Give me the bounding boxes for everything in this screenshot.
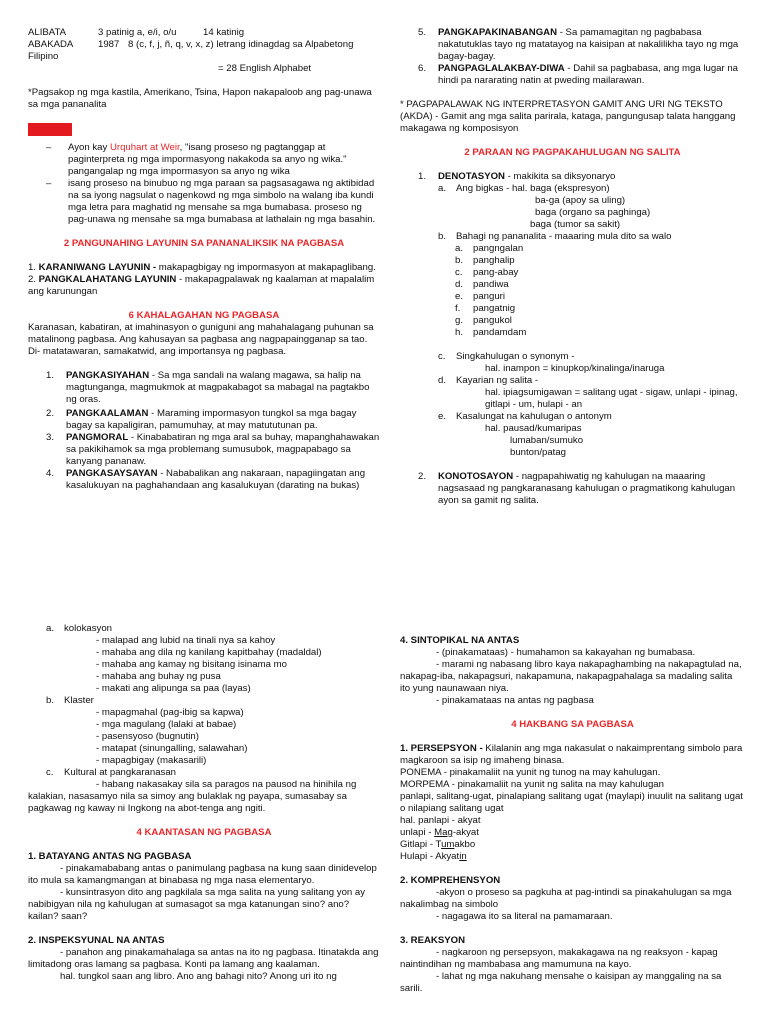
item-number: 5. (418, 27, 427, 38)
item-letter: c. (438, 351, 446, 362)
kahalagahan-intro: Karanasan, kabatiran, at imahinasyon o guniguni ang mahahalagang puhunan sa matalinong pagbasa. Ang kahusayan sa pagbasa ang nagpapaingganap sa tao. Di- matatawaran, samakatwid, ang importansya ng pagbasa. (28, 322, 374, 357)
klaster-example: - mga magulang (lalaki at babae) (96, 719, 237, 730)
gitlapi-affix: um (441, 839, 455, 850)
kasalungat-text: Kasalungat na kahulugan o antonym (456, 411, 612, 422)
item-letter: h. (455, 327, 464, 338)
abakada-label: ABAKADA (28, 39, 74, 50)
item-letter: b. (455, 255, 464, 266)
walo-item (455, 255, 745, 267)
panlapi-example: hal. panlapi - akyat (400, 815, 481, 826)
item-title: PANGKASIYAHAN (66, 370, 150, 381)
item-number: 2. (46, 408, 55, 419)
reaksyon-desc-1: - nagkaroon ng persepsyon, makakagawa na ng reaksyon - kapag naintindihan ng mambabasa ang mamumuna na kayo. (400, 947, 718, 970)
kayarian-item (438, 375, 745, 387)
item-letter: b. (46, 695, 55, 706)
urquhart-definition (46, 142, 380, 178)
layunin-2-title: PANGKALAHATANG LAYUNIN (38, 274, 177, 285)
bottom-right-column (400, 635, 745, 995)
kayarian-example-text: hal. ipiagsumigawan = salitang ugat - sigaw, unlapi - ipinag, gitlapi - um, hulapi - an (485, 387, 738, 410)
batayang-desc-2: - kunsintrasyon dito ang pagkilala sa mga salita na yung salitang yon ay nabibigyan nila ng kahulugan at sumasagot sa mga katanungan sino? ano? kailan? saan? (28, 887, 366, 922)
heading-kaantasan: 4 KAANTASAN NG PAGBASA (136, 827, 272, 838)
walo-text: pandamdam (473, 327, 527, 338)
alibata-consonants: 14 katinig (203, 27, 245, 38)
kahalagahan-item (46, 408, 380, 432)
bottom-left-column (28, 623, 380, 983)
denotasyon-item (418, 171, 745, 183)
hulapi-example (400, 851, 745, 863)
item-title: PANGKAPAKINABANGAN (438, 27, 558, 38)
hulapi-pre: Hulapi - Akyat (400, 851, 460, 862)
alibata-label: ALIBATA (28, 27, 67, 38)
item-letter: c. (46, 767, 54, 778)
bigkas-text: Ang bigkas - hal. baga (ekspresyon) (456, 183, 610, 194)
layunin-1-title: KARANIWANG LAYUNIN - (38, 262, 157, 273)
item-letter: c. (455, 267, 463, 278)
singkahulugan-text: Singkahulugan o synonym - (456, 351, 575, 362)
gitlapi-post: akbo (454, 839, 476, 850)
item-text: - Nababalikan ang nakaraan, napagiingatan ang kasalukuyan na paghahandaan ang kasalukuyan (darating na bukas) (66, 468, 366, 491)
abakada-year: 1987 (98, 39, 120, 50)
kayarian-example (400, 387, 745, 411)
denotasyon-title: DENOTASYON (438, 171, 505, 182)
heading-hakbang: 4 HAKBANG SA PAGBASA (511, 719, 634, 730)
walo-text: pandiwa (473, 279, 509, 290)
unlapi-affix: Mag (434, 827, 453, 838)
persepsyon-text: Kilalanin ang mga nakasulat o nakaimprentang simbolo para magkaroon sa isip ng imaheng binasa. (400, 743, 743, 766)
kolokasyon-example: - malapad ang lubid na tinali nya sa kahoy (96, 635, 276, 646)
kolokasyon-item (46, 623, 380, 635)
urquhart-rest: , "isang proseso ng pagtanggap at paginterpreta ng mga impormasyong nakakoda sa anyo ng wika." pangangalap ng mga impormasyon sa anyo ng wika (68, 142, 347, 177)
top-left-column (28, 27, 380, 492)
walo-item (455, 243, 745, 255)
singkahulugan-item (438, 351, 745, 363)
unlapi-pre: unlapi - (400, 827, 435, 838)
layunin-2: 2. PANGKALAHATANG LAYUNIN - makapagpalawak ng kaalaman at mapalalim ang karunungan (28, 274, 375, 297)
kultural-title: Kultural at pangkaranasan (64, 767, 177, 778)
item-letter: a. (455, 243, 464, 254)
kahalagahan-item (46, 370, 380, 406)
item-letter: d. (455, 279, 464, 290)
pagpapalawak-note: * PAGPAPALAWAK NG INTERPRETASYON GAMIT ANG URI NG TEKSTO (AKDA) - Gamit ang mga salita parirala, kataga, pangungusap talata hanggang makagawa ng komposisyon (400, 99, 736, 134)
walo-item (455, 303, 745, 315)
alibata-row (28, 27, 380, 39)
kolokasyon-example: - mahaba ang kamay ng bisitang isinama mo (96, 659, 287, 670)
heading-paraan: 2 PARAAN NG PAGPAKAHULUGAN NG SALITA (464, 147, 681, 158)
kolokasyon-example: - mahaba ang buhay ng pusa (96, 671, 221, 682)
walo-item (455, 291, 745, 303)
walo-item (455, 327, 745, 339)
item-text: - Kinababatiran ng mga aral sa buhay, mapanghahawakan sa pakikihamok sa mga problemang sumusubok, magpapabago sa kanyang pananaw. (66, 432, 380, 467)
walo-text: pangukol (473, 315, 512, 326)
sintopikal-desc-2: - marami ng nabasang libro kaya nakapaghambing na nakapagtulad na, nakapag-iba, nakapagsuri, nakapamuna, nakapagpahalaga sa madaling salita ito yung naunawaan niya. (400, 659, 742, 694)
layunin-1: 1. KARANIWANG LAYUNIN - makapagbigay ng impormasyon at makapaglibang. (28, 262, 376, 273)
item-number: 6. (418, 63, 427, 74)
kayarian-text: Kayarian ng salita - (456, 375, 539, 386)
klaster-example: - mapagbigay (makasarili) (96, 755, 207, 766)
item-letter: a. (438, 183, 447, 194)
item-text: - Sa mga sandali na walang magawa, sa halip na magtunganga, magmukmok at magpakabagot sa mabagal na pagtakbo ng oras. (66, 370, 370, 405)
walo-text: pang-abay (473, 267, 519, 278)
komprehensyon-desc-1: -akyon o proseso sa pagkuha at pag-intindi sa pinakahulugan sa mga nakalimbag na simbolo (400, 887, 732, 910)
item-number: 2. (418, 471, 427, 482)
item-title: PANGKAALAMAN (66, 408, 149, 419)
kasalungat-example-2: lumaban/sumuko (510, 435, 584, 446)
item-letter: d. (438, 375, 447, 386)
kahalagahan-item (46, 468, 380, 492)
item-letter: a. (46, 623, 55, 634)
layunin-1-text: makapagbigay ng impormasyon at makapaglibang. (156, 262, 376, 273)
morpema-def: MORPEMA - pinakamaliit na yunit ng salita na may kahulugan (400, 779, 664, 790)
kahalagahan-item (418, 63, 745, 87)
konotasyon-item (418, 471, 745, 507)
batayang-heading: 1. BATAYANG ANTAS NG PAGBASA (28, 851, 192, 862)
item-letter: f. (455, 303, 461, 314)
batayang-desc-1: - pinakamababang antas o panimulang pagbasa na kung saan dinidevelop ito mula sa kamangmangan at binabasa ng mga nasa elementaryo. (28, 863, 377, 886)
urquhart-pre: Ayon kay (68, 142, 110, 153)
hulapi-affix: in (459, 851, 467, 862)
pagsakop-note: *Pagsakop ng mga kastila, Amerikano, Tsina, Hapon nakapaloob ang pag-unawa sa mga pananalita (28, 87, 372, 110)
item-letter: b. (438, 231, 447, 242)
konotasyon-title: KONOTOSAYON (438, 471, 514, 482)
inspeksyunal-desc-2: hal. tungkol saan ang libro. Ano ang bahagi nito? Anong uri ito ng (60, 971, 337, 982)
baga-example-2: baga (organo sa paghinga) (535, 207, 651, 218)
kultural-description: - habang nakasakay sila sa paragos na pausod na hinihila ng kalakian, nasasamyo nila sa simoy ang bulaklak ng payapa, sumasabay sa pagkawag ng kaway ni Ingkong na abot-tenga ang ngiti. (28, 779, 357, 814)
baga-example-3: baga (tumor sa sakit) (530, 219, 621, 230)
filipino-word: Filipino (28, 51, 59, 62)
walo-text: pangatnig (473, 303, 516, 314)
persepsyon-item (400, 743, 745, 767)
unlapi-example (400, 827, 745, 839)
reaksyon-heading: 3. REAKSYON (400, 935, 466, 946)
abakada-row (28, 39, 380, 51)
walo-text: panghalip (473, 255, 515, 266)
red-marker (28, 123, 380, 140)
item-number: 4. (46, 468, 55, 479)
urquhart-name: Urquhart at Weir (109, 142, 180, 153)
item-title: PANGKASAYSAYAN (66, 468, 158, 479)
kasalungat-item (438, 411, 745, 423)
walo-item (455, 279, 745, 291)
walo-item (455, 267, 745, 279)
kasalungat-example-3: bunton/patag (510, 447, 567, 458)
panlapi-def: panlapi, salitang-ugat, pinalapiang salitang ugat (maylapi) inuulit na salitang ugat o nilapiang salitang ugat (400, 791, 743, 814)
item-letter: g. (455, 315, 464, 326)
denotasyon-text: - makikita sa diksyonaryo (504, 171, 616, 182)
heading-kahalagahan: 6 KAHALAGAHAN NG PAGBASA (128, 310, 280, 321)
kolokasyon-example: - mahaba ang dila ng kanilang kapitbahay (madaldal) (96, 647, 322, 658)
komprehensyon-desc-2: - nagagawa ito sa literal na pamamaraan. (436, 911, 613, 922)
item-title: PANGMORAL (66, 432, 129, 443)
red-highlight-box (28, 123, 72, 136)
reaksyon-desc-2: - lahat ng mga nakuhang mensahe o kaisipan ay manggaling na sa sarili. (400, 971, 722, 994)
top-right-column (400, 27, 745, 507)
heading-layunin: 2 PANGUNAHING LAYUNIN SA PANANALIKSIK NA PAGBASA (63, 238, 345, 249)
persepsyon-title: 1. PERSEPSYON - (400, 743, 483, 754)
kolokasyon-title: kolokasyon (64, 623, 112, 634)
bigkas-item (438, 183, 745, 195)
english-alphabet-note: = 28 English Alphabet (218, 63, 312, 74)
sintopikal-heading: 4. SINTOPIKAL NA ANTAS (400, 635, 520, 646)
klaster-example: - matapat (sinungalling, salawahan) (96, 743, 248, 754)
item-text: - Sa pamamagitan ng pagbabasa nakatutuklas tayo ng matatayog na kaisipan at nakalilikha tayo ng mga bagay-bagay. (438, 27, 739, 62)
walo-text: pangngalan (473, 243, 524, 254)
walo-item (455, 315, 745, 327)
gitlapi-example (400, 839, 745, 851)
kasalungat-example-1: hal. pausad/kumaripas (485, 423, 582, 434)
kahalagahan-item (418, 27, 745, 63)
bahagi-text: Bahagi ng pananalita - maaaring mula dito sa walo (456, 231, 672, 242)
item-title: PANGPAGLALAKBAY-DIWA (438, 63, 565, 74)
item-letter: e. (438, 411, 447, 422)
klaster-example: - pasensyoso (bugnutin) (96, 731, 199, 742)
komprehensyon-heading: 2. KOMPREHENSYON (400, 875, 501, 886)
kolokasyon-example: - makati ang alipunga sa paa (layas) (96, 683, 251, 694)
kultural-item (46, 767, 380, 779)
item-letter: e. (455, 291, 464, 302)
proseso-definition: – isang proseso na binubuo ng mga paraan sa pagsasagawa ng aktibidad na sa iyong nagsulat o nagenkowd ng mga simbolo na walang iba kundi mga letra para maghatid ng mensahe sa mga bumabasa. proseso ng pag-unawa ng mensahe sa mga bumabasa at lathalain ng mga basahin. (46, 178, 380, 226)
klaster-title: Klaster (64, 695, 94, 706)
layunin-2-text: - makapagpalawak ng kaalaman at mapalalim ang karunungan (28, 274, 375, 297)
inspeksyunal-desc-1: - panahon ang pinakamahalaga sa antas na ito ng pagbasa. Itinatakda ang limitadong oras lamang sa pagbasa. Konti pa lamang ang kaalaman. (28, 947, 379, 970)
baga-example-1: ba-ga (apoy sa uling) (535, 195, 626, 206)
bahagi-item (438, 231, 745, 243)
walo-text: panguri (473, 291, 506, 302)
singkahulugan-example: hal. inampon = kinupkop/kinalinga/inaruga (485, 363, 665, 374)
item-text: - Maraming impormasyon tungkol sa mga bagay bagay sa kapaligiran, pamumuhay, at may matututunan pa. (66, 408, 357, 431)
klaster-item (46, 695, 380, 707)
abakada-letters: 8 (c, f, j, ñ, q, v, x, z) letrang idinagdag sa Alpabetong (128, 39, 354, 50)
sintopikal-desc-3: - pinakamataas na antas ng pagbasa (436, 695, 594, 706)
klaster-example: - mapagmahal (pag-ibig sa kapwa) (96, 707, 244, 718)
alibata-vowels: 3 patinig a, e/i, o/u (98, 27, 177, 38)
item-number: 1. (418, 171, 427, 182)
item-number: 1. (46, 370, 55, 381)
konotasyon-text: - nagpapahiwatig ng kahulugan na maaaring nagsasaad ng pangkaranasang kahulugan o pragmatikong kahulugan ayon sa gamit ng salita. (438, 471, 736, 506)
unlapi-post: -akyat (452, 827, 479, 838)
sintopikal-desc-1: - (pinakamataas) - humahamon sa kakayahan ng bumabasa. (436, 647, 696, 658)
item-text: - Dahil sa pagbabasa, ang mga lugar na hindi pa nararating natin at pweding mailarawan. (438, 63, 739, 86)
inspeksyunal-heading: 2. INSPEKSYUNAL NA ANTAS (28, 935, 165, 946)
item-number: 3. (46, 432, 55, 443)
gitlapi-pre: Gitlapi - T (400, 839, 442, 850)
ponema-def: PONEMA - pinakamaliit na yunit ng tunog na may kahulugan. (400, 767, 661, 778)
kahalagahan-item (46, 432, 380, 468)
